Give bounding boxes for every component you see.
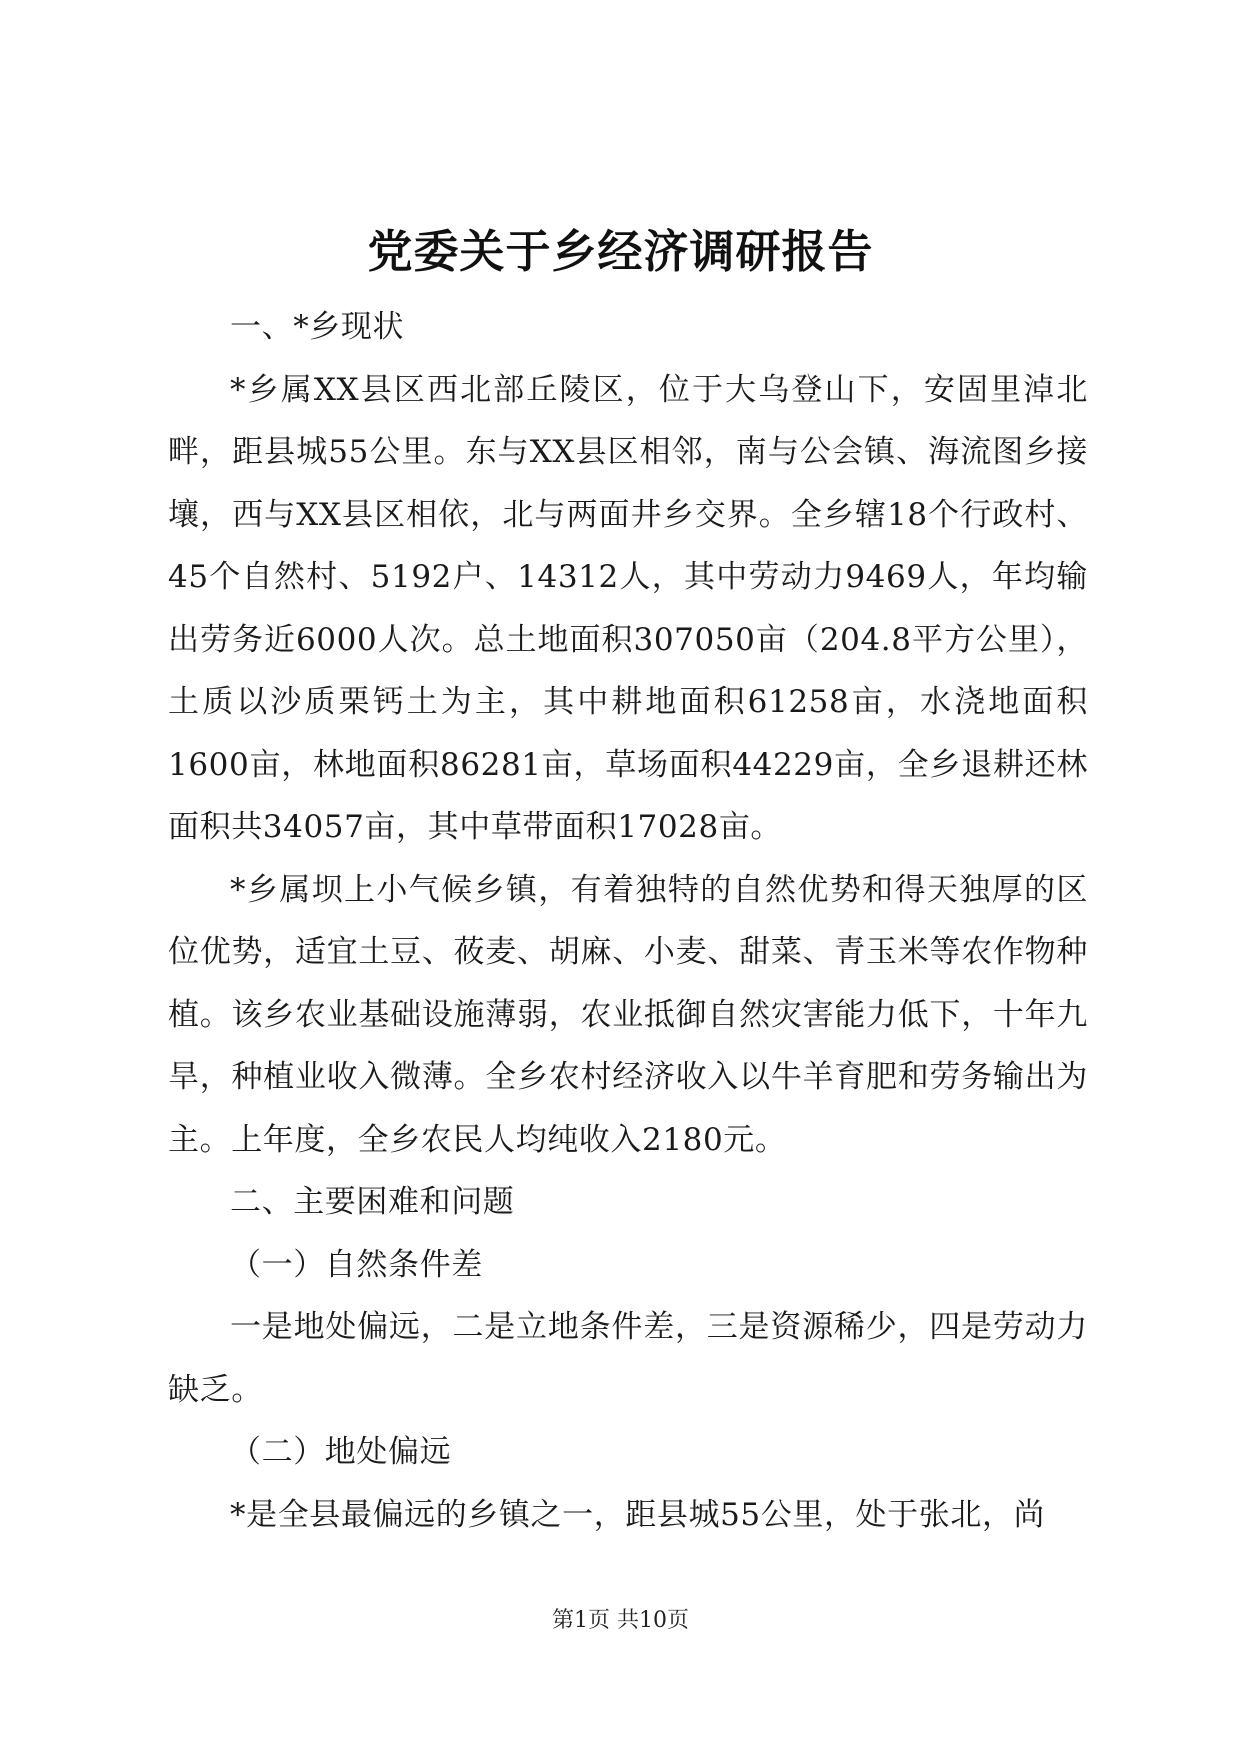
paragraph-remote: *是全县最偏远的乡镇之一，距县城55公里，处于张北，尚 [230,1496,1046,1533]
section-heading-2: 二、主要困难和问题 [230,1184,515,1220]
subsection-heading-2: （二）地处偏远 [230,1434,452,1470]
paragraph-climate: *乡属坝上小气候乡镇，有着独特的自然优势和得天独厚的区位优势，适宜土豆、莜麦、胡麻、小麦、甜菜、青玉米等农作物种植。该乡农业基础设施薄弱，农业抵御自然灾害能力低下，十年九旱，种植业收入微薄。全乡农村经济收入以牛羊育肥和劳务输出为主。上年度，全乡农民人均纯收入2180元。 [168,871,1088,1158]
page-footer: 第1页 共10页 [552,1608,689,1633]
subsection-heading-1: （一）自然条件差 [230,1246,483,1283]
paragraph-conditions: 一是地处偏远，二是立地条件差，三是资源稀少，四是劳动力缺乏。 [168,1309,1088,1408]
section-heading-1: 一、*乡现状 [230,309,405,345]
page-title: 党委关于乡经济调研报告 [367,225,874,278]
paragraph-overview: *乡属XX县区西北部丘陵区，位于大乌登山下，安固里淖北畔，距县城55公里。东与XX县区相邻，南与公会镇、海流图乡接壤，西与XX县区相依，北与两面井乡交界。全乡辖18个行政村、45个自然村、5192户、14312人，其中劳动力9469人，年均输出劳务近6000人次。总土地面积307050亩（204.8平方公里），土质以沙质栗钙土为主，其中耕地面积61258亩，水浇地面积1600亩，林地面积86281亩，草场面积44229亩，全乡退耕还林面积共34057亩，其中草带面积17028亩。 [168,371,1088,845]
document-body [168,296,1088,1546]
